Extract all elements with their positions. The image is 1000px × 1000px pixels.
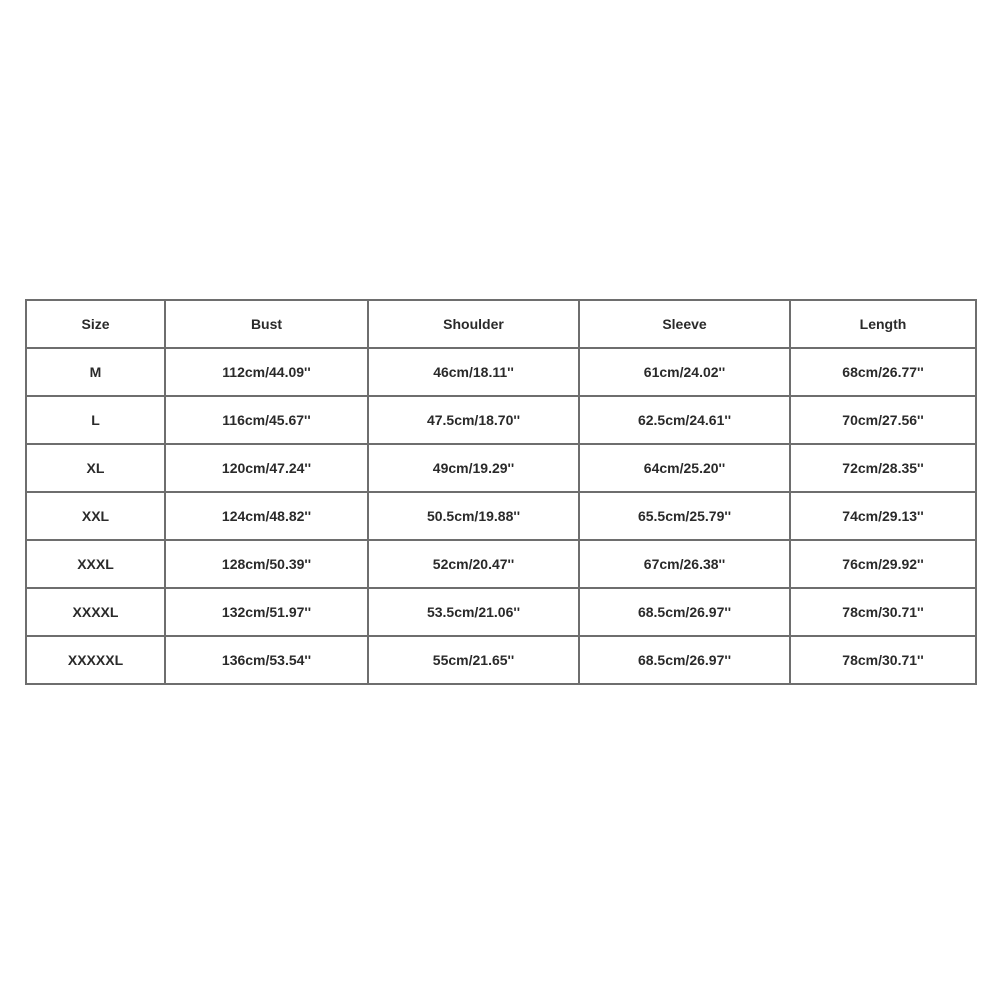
column-header-size: Size xyxy=(26,300,165,348)
table-row xyxy=(26,540,976,588)
sleeve-cell: 67cm/26.38'' xyxy=(579,540,790,588)
bust-cell: 116cm/45.67'' xyxy=(165,396,368,444)
bust-cell: 112cm/44.09'' xyxy=(165,348,368,396)
shoulder-cell: 50.5cm/19.88'' xyxy=(368,492,579,540)
sleeve-cell: 68.5cm/26.97'' xyxy=(579,588,790,636)
size-cell: XXXXXL xyxy=(26,636,165,684)
size-cell: L xyxy=(26,396,165,444)
size-cell: XXXL xyxy=(26,540,165,588)
shoulder-cell: 47.5cm/18.70'' xyxy=(368,396,579,444)
bust-cell: 132cm/51.97'' xyxy=(165,588,368,636)
length-cell: 78cm/30.71'' xyxy=(790,636,976,684)
length-cell: 72cm/28.35'' xyxy=(790,444,976,492)
table-row xyxy=(26,396,976,444)
table-row xyxy=(26,636,976,684)
length-cell: 76cm/29.92'' xyxy=(790,540,976,588)
size-chart-table xyxy=(25,299,977,685)
length-cell: 74cm/29.13'' xyxy=(790,492,976,540)
size-cell: XL xyxy=(26,444,165,492)
sleeve-cell: 68.5cm/26.97'' xyxy=(579,636,790,684)
shoulder-cell: 49cm/19.29'' xyxy=(368,444,579,492)
column-header-length: Length xyxy=(790,300,976,348)
table-row xyxy=(26,348,976,396)
bust-cell: 136cm/53.54'' xyxy=(165,636,368,684)
column-header-bust: Bust xyxy=(165,300,368,348)
shoulder-cell: 53.5cm/21.06'' xyxy=(368,588,579,636)
table-row xyxy=(26,444,976,492)
table-row xyxy=(26,588,976,636)
shoulder-cell: 46cm/18.11'' xyxy=(368,348,579,396)
table-header-row xyxy=(26,300,976,348)
shoulder-cell: 52cm/20.47'' xyxy=(368,540,579,588)
sleeve-cell: 61cm/24.02'' xyxy=(579,348,790,396)
length-cell: 78cm/30.71'' xyxy=(790,588,976,636)
bust-cell: 128cm/50.39'' xyxy=(165,540,368,588)
size-cell: M xyxy=(26,348,165,396)
size-cell: XXL xyxy=(26,492,165,540)
table-row xyxy=(26,492,976,540)
size-cell: XXXXL xyxy=(26,588,165,636)
column-header-sleeve: Sleeve xyxy=(579,300,790,348)
sleeve-cell: 62.5cm/24.61'' xyxy=(579,396,790,444)
sleeve-cell: 65.5cm/25.79'' xyxy=(579,492,790,540)
bust-cell: 120cm/47.24'' xyxy=(165,444,368,492)
shoulder-cell: 55cm/21.65'' xyxy=(368,636,579,684)
column-header-shoulder: Shoulder xyxy=(368,300,579,348)
bust-cell: 124cm/48.82'' xyxy=(165,492,368,540)
length-cell: 70cm/27.56'' xyxy=(790,396,976,444)
sleeve-cell: 64cm/25.20'' xyxy=(579,444,790,492)
length-cell: 68cm/26.77'' xyxy=(790,348,976,396)
